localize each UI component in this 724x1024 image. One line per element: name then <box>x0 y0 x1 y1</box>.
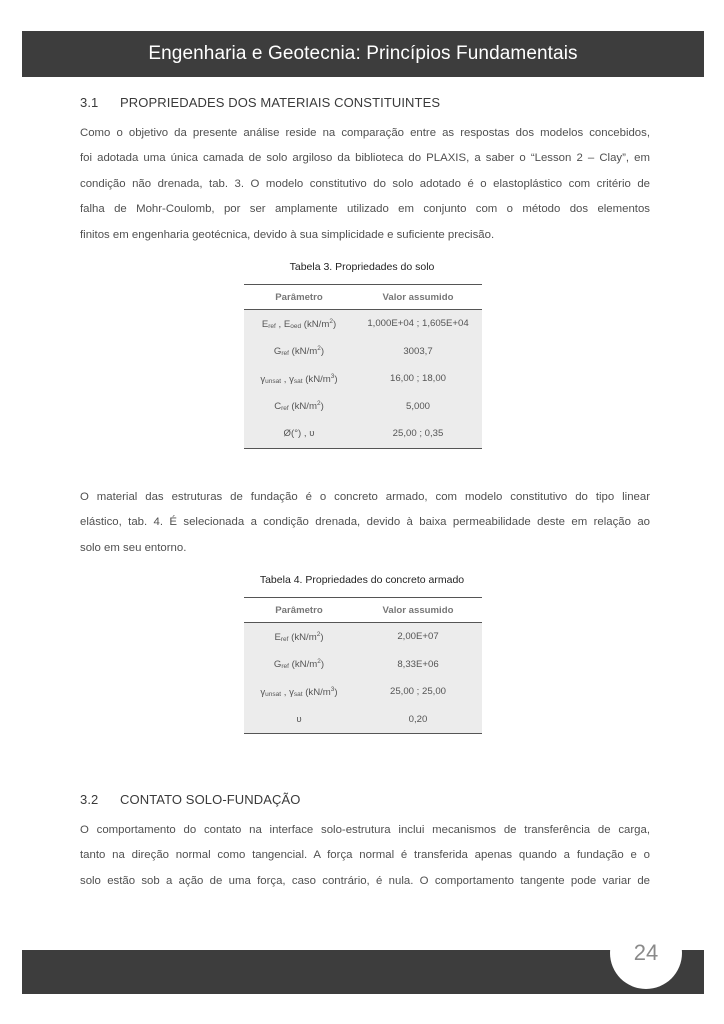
paragraph-line: solo em seu entorno. <box>80 541 187 554</box>
value-cell: 2,00E+07 <box>354 623 482 651</box>
value-cell: 3003,7 <box>354 338 482 366</box>
value-cell: 0,20 <box>354 706 482 734</box>
column-header: Valor assumido <box>354 598 482 623</box>
paragraph-materials <box>80 121 650 248</box>
table-header-row <box>244 598 482 623</box>
parameter-cell: $\gamma_{unsat}$ , $\gamma_{sat}$ $(kN/m^3)$ <box>244 365 354 393</box>
table-row <box>244 651 482 679</box>
paragraph-concrete <box>80 485 650 561</box>
table-row <box>244 623 482 651</box>
column-header: Parâmetro <box>244 598 354 623</box>
paragraph-line: foi adotada uma única camada de solo argiloso da biblioteca do PLAXIS, a saber o “Lesson 2 – Clay”, em <box>80 152 650 165</box>
paragraph-line: elástico, tab. 4. É selecionada a condição drenada, devido à baixa permeabilidade deste em relação ao <box>80 516 650 529</box>
table-row <box>244 365 482 393</box>
table-header-row <box>244 285 482 310</box>
parameter-cell: Ø(°) , υ <box>244 420 354 448</box>
footer-bar <box>22 950 704 994</box>
parameter-cell: $E_{ref}$ , $E_{oed}$ $(kN/m^2)$ <box>244 310 354 338</box>
table-row <box>244 310 482 338</box>
table-row <box>244 393 482 421</box>
value-cell: 25,00 ; 0,35 <box>354 420 482 448</box>
page-number: 24 <box>633 940 659 965</box>
value-cell: 1,000E+04 ; 1,605E+04 <box>354 310 482 338</box>
table-concrete-properties <box>244 597 482 734</box>
paragraph-line: O comportamento do contato na interface solo-estrutura inclui mecanismos de transferência de carga, <box>80 824 650 836</box>
paragraph-line: condição não drenada, tab. 3. O modelo constitutivo do solo adotado é o elastoplástico com critério de <box>80 177 650 190</box>
parameter-cell: $C_{ref}$ $(kN/m^2)$ <box>244 393 354 421</box>
parameter-cell: $G_{ref}$ $(kN/m^2)$ <box>244 338 354 366</box>
value-cell: 8,33E+06 <box>354 651 482 679</box>
parameter-cell: $E_{ref}$ $(kN/m^2)$ <box>244 623 354 651</box>
paragraph-line: tanto na direção normal como tangencial. A força normal é transferida apenas quando a fundação e o <box>80 849 650 862</box>
column-header: Parâmetro <box>244 285 354 310</box>
table-row <box>244 338 482 366</box>
section-heading-3-2 <box>80 792 301 807</box>
table-body <box>244 623 482 734</box>
table-4-caption: Tabela 4. Propriedades do concreto armado <box>259 574 465 586</box>
parameter-cell: υ <box>244 706 354 734</box>
value-cell: 5,000 <box>354 393 482 421</box>
table-row <box>244 420 482 448</box>
table-row <box>244 706 482 734</box>
value-cell: 16,00 ; 18,00 <box>354 365 482 393</box>
section-number: 3.2 <box>80 792 99 807</box>
column-header: Valor assumido <box>354 285 482 310</box>
paragraph-line: finitos em engenharia geotécnica, devido à sua simplicidade e suficiente precisão. <box>80 228 495 241</box>
page-number-badge <box>610 917 682 989</box>
table-soil-properties <box>244 284 482 449</box>
document-title: Engenharia e Geotecnia: Princípios Fundamentais <box>148 43 578 64</box>
value-cell: 25,00 ; 25,00 <box>354 678 482 706</box>
section-heading-3-1 <box>80 95 440 110</box>
section-number: 3.1 <box>80 95 99 110</box>
section-title: PROPRIEDADES DOS MATERIAIS CONSTITUINTES <box>120 95 441 110</box>
section-title: CONTATO SOLO-FUNDAÇÃO <box>120 792 301 807</box>
paragraph-line: Como o objetivo da presente análise reside na comparação entre as respostas dos modelos concebidos, <box>80 127 650 139</box>
paragraph-contact <box>80 818 650 894</box>
header-bar <box>22 31 704 77</box>
table-row <box>244 678 482 706</box>
paragraph-line: falha de Mohr-Coulomb, por ser amplamente utilizado em conjunto com o método dos elementos <box>80 203 650 216</box>
parameter-cell: $G_{ref}$ $(kN/m^2)$ <box>244 651 354 679</box>
table-3-caption: Tabela 3. Propriedades do solo <box>289 261 435 273</box>
paragraph-line: O material das estruturas de fundação é o concreto armado, com modelo constitutivo do tipo linear <box>80 491 650 503</box>
parameter-cell: $\gamma_{unsat}$ , $\gamma_{sat}$ $(kN/m^3)$ <box>244 678 354 706</box>
table-body <box>244 310 482 449</box>
paragraph-line: solo estão sob a ação de uma força, caso contrário, é nula. O comportamento tangente pode variar de <box>80 874 650 887</box>
